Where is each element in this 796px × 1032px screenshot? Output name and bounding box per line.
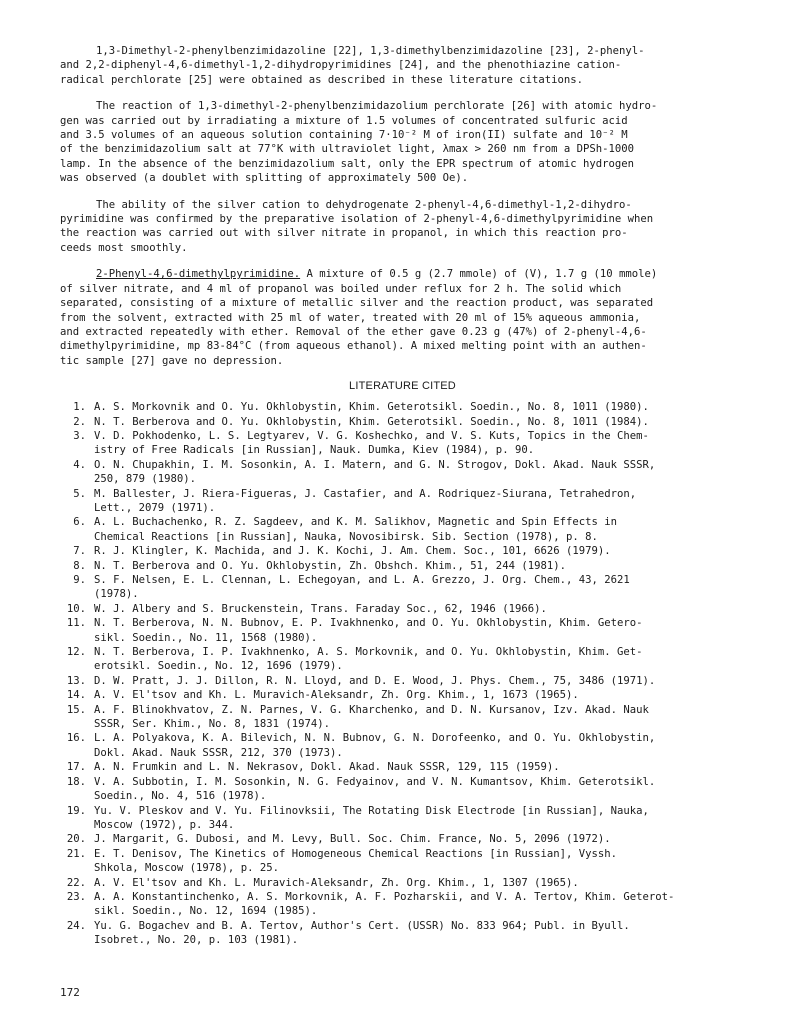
paragraph-4 — [60, 267, 745, 368]
reference-number: 4. — [73, 458, 86, 471]
paragraph-line: lamp. In the absence of the benzimidazolium salt, only the EPR spectrum of atomic hydrogen — [60, 157, 635, 170]
reference-line: R. J. Klingler, K. Machida, and J. K. Kochi, J. Am. Chem. Soc., 101, 6626 (1979). — [94, 545, 611, 558]
reference-line: sikl. Soedin., No. 11, 1568 (1980). — [94, 631, 318, 644]
reference-item — [60, 890, 745, 919]
reference-line: 250, 879 (1980). — [94, 473, 197, 486]
reference-item — [60, 559, 745, 573]
reference-number: 12. — [66, 646, 86, 659]
paragraph-line: dimethylpyrimidine, mp 83-84°C (from aqueous ethanol). A mixed melting point with an authen- — [60, 340, 647, 353]
reference-item — [60, 919, 745, 948]
reference-line: J. Margarit, G. Dubosi, and M. Levy, Bull. Soc. Chim. France, No. 5, 2096 (1972). — [94, 833, 611, 846]
reference-line: Soedin., No. 4, 516 (1978). — [94, 790, 267, 803]
paragraph-1 — [60, 44, 745, 87]
reference-number: 24. — [66, 919, 86, 932]
reference-number: 2. — [73, 415, 86, 428]
reference-list — [60, 400, 745, 947]
reference-line: L. A. Polyakova, K. A. Bilevich, N. N. Bubnov, G. N. Dorofeenko, and O. Yu. Okhlobystin, — [94, 732, 656, 745]
reference-line: O. N. Chupakhin, I. M. Sosonkin, A. I. Matern, and G. N. Strogov, Dokl. Akad. Nauk SSSR, — [94, 458, 656, 471]
reference-line: Lett., 2079 (1971). — [94, 501, 216, 514]
reference-text — [94, 458, 745, 487]
reference-line: Yu. V. Pleskov and V. Yu. Filinovksii, The Rotating Disk Electrode [in Russian], Nauka, — [94, 804, 649, 817]
reference-text — [94, 919, 745, 948]
reference-text — [94, 703, 745, 732]
reference-text — [94, 775, 745, 804]
reference-item — [60, 832, 745, 846]
reference-number: 15. — [66, 703, 86, 716]
reference-line: A. L. Buchachenko, R. Z. Sagdeev, and K. M. Salikhov, Magnetic and Spin Effects in — [94, 516, 617, 529]
reference-line: N. T. Berberova and O. Yu. Okhlobystin, Zh. Obshch. Khim., 51, 244 (1981). — [94, 559, 566, 572]
reference-item — [60, 616, 745, 645]
reference-item — [60, 602, 745, 616]
reference-line: M. Ballester, J. Riera-Figueras, J. Castafier, and A. Rodriquez-Siurana, Tetrahedron, — [94, 487, 637, 500]
paragraph-line: radical perchlorate [25] were obtained as described in these literature citations. — [60, 73, 583, 86]
reference-line: V. D. Pokhodenko, L. S. Legtyarev, V. G. Koshechko, and V. S. Kuts, Topics in the Chem- — [94, 429, 649, 442]
paragraph-line: separated, consisting of a mixture of metallic silver and the reaction product, was separated — [60, 297, 654, 310]
reference-item — [60, 458, 745, 487]
reference-item — [60, 429, 745, 458]
paragraph-line: and extracted repeatedly with ether. Removal of the ether gave 0.23 g (47%) of 2-phenyl-4,6- — [60, 325, 647, 338]
reference-item — [60, 400, 745, 414]
reference-line: A. V. El'tsov and Kh. L. Muravich-Aleksandr, Zh. Org. Khim., 1, 1307 (1965). — [94, 876, 579, 889]
reference-text — [94, 573, 745, 602]
reference-text — [94, 674, 745, 688]
reference-text — [94, 804, 745, 833]
reference-number: 8. — [73, 559, 86, 572]
reference-line: N. T. Berberova and O. Yu. Okhlobystin, Khim. Geterotsikl. Soedin., No. 8, 1011 (1984). — [94, 415, 649, 428]
paragraph-first-line — [60, 267, 745, 281]
paragraph-3 — [60, 198, 745, 256]
reference-number: 3. — [73, 429, 86, 442]
paragraph-line: the reaction was carried out with silver nitrate in propanol, in which this reaction pro- — [60, 227, 628, 240]
reference-number: 10. — [66, 602, 86, 615]
reference-item — [60, 847, 745, 876]
reference-number: 6. — [73, 516, 86, 529]
reference-number: 13. — [66, 674, 86, 687]
reference-text — [94, 544, 745, 558]
reference-item — [60, 804, 745, 833]
paragraph-line: and 2,2-diphenyl-4,6-dimethyl-1,2-dihydropyrimidines [24], and the phenothiazine cation- — [60, 59, 622, 72]
reference-item — [60, 487, 745, 516]
reference-text — [94, 832, 745, 846]
reference-text — [94, 559, 745, 573]
reference-item — [60, 703, 745, 732]
reference-text — [94, 847, 745, 876]
reference-text — [94, 429, 745, 458]
reference-line: Dokl. Akad. Nauk SSSR, 212, 370 (1973). — [94, 746, 343, 759]
reference-number: 19. — [66, 804, 86, 817]
reference-item — [60, 674, 745, 688]
reference-text — [94, 688, 745, 702]
reference-text — [94, 602, 745, 616]
reference-line: Moscow (1972), p. 344. — [94, 818, 235, 831]
reference-text — [94, 645, 745, 674]
reference-line: istry of Free Radicals [in Russian], Nauk. Dumka, Kiev (1984), p. 90. — [94, 444, 535, 457]
reference-line: N. T. Berberova, I. P. Ivakhnenko, A. S. Morkovnik, and O. Yu. Okhlobystin, Khim. Get- — [94, 646, 643, 659]
reference-item — [60, 544, 745, 558]
reference-line: S. F. Nelsen, E. L. Clennan, L. Echegoyan, and L. A. Grezzo, J. Org. Chem., 43, 2621 — [94, 574, 630, 586]
reference-text — [94, 515, 745, 544]
paragraph-line: from the solvent, extracted with 25 ml of water, treated with 20 ml of 15% aqueous ammonia, — [60, 311, 641, 324]
reference-line: E. T. Denisov, The Kinetics of Homogeneous Chemical Reactions [in Russian], Vyssh. — [94, 847, 617, 860]
reference-line: sikl. Soedin., No. 12, 1694 (1985). — [94, 905, 318, 918]
paragraph-line: 1,3-Dimethyl-2-phenylbenzimidazoline [22], 1,3-dimethylbenzimidazoline [23], 2-phenyl- — [96, 45, 645, 57]
reference-number: 5. — [73, 487, 86, 500]
paragraph-line: ceeds most smoothly. — [60, 241, 188, 254]
reference-item — [60, 760, 745, 774]
paragraph-line: The reaction of 1,3-dimethyl-2-phenylbenzimidazolium perchlorate [26] with atomic hydro- — [96, 100, 658, 113]
paragraph-line: The ability of the silver cation to dehydrogenate 2-phenyl-4,6-dimethyl-1,2-dihydro- — [96, 198, 632, 211]
paragraph-line: and 3.5 volumes of an aqueous solution containing 7·10⁻² M of iron(II) sulfate and 10⁻² M — [60, 129, 628, 142]
reference-text — [94, 731, 745, 760]
reference-text — [94, 487, 745, 516]
reference-item — [60, 876, 745, 890]
reference-item — [60, 573, 745, 602]
reference-item — [60, 688, 745, 702]
reference-line: Isobret., No. 20, p. 103 (1981). — [94, 934, 299, 947]
reference-item — [60, 731, 745, 760]
reference-number: 7. — [73, 545, 86, 558]
paper-page — [60, 44, 745, 948]
paragraph-line: of the benzimidazolium salt at 77°K with ultraviolet light, λmax > 260 nm from a DPSh-1000 — [60, 143, 635, 156]
reference-number: 18. — [66, 775, 86, 788]
reference-text — [94, 616, 745, 645]
reference-number: 1. — [73, 401, 86, 414]
reference-line: (1978). — [94, 588, 139, 601]
reference-item — [60, 645, 745, 674]
reference-number: 16. — [66, 732, 86, 745]
reference-number: 14. — [66, 689, 86, 702]
reference-number: 22. — [66, 876, 86, 889]
reference-item — [60, 775, 745, 804]
paragraph-line: of silver nitrate, and 4 ml of propanol was boiled under reflux for 2 h. The solid which — [60, 282, 622, 295]
reference-line: Shkola, Moscow (1978), p. 25. — [94, 862, 279, 875]
reference-line: erotsikl. Soedin., No. 12, 1696 (1979). — [94, 660, 343, 673]
reference-line: A. N. Frumkin and L. N. Nekrasov, Dokl. Akad. Nauk SSSR, 129, 115 (1959). — [94, 761, 560, 774]
reference-number: 11. — [66, 617, 86, 630]
reference-line: A. A. Konstantinchenko, A. S. Morkovnik, A. F. Pozharskii, and V. A. Tertov, Khim. Geterot- — [94, 890, 675, 903]
page-number: 172 — [60, 986, 80, 999]
procedure-heading: 2-Phenyl-4,6-dimethylpyrimidine. — [96, 268, 301, 281]
reference-line: N. T. Berberova, N. N. Bubnov, E. P. Ivakhnenko, and O. Yu. Okhlobystin, Khim. Getero- — [94, 617, 643, 630]
reference-text — [94, 415, 745, 429]
paragraph-line: pyrimidine was confirmed by the preparative isolation of 2-phenyl-4,6-dimethylpyrimidine when — [60, 213, 654, 226]
reference-line: A. F. Blinokhvatov, Z. N. Parnes, V. G. Kharchenko, and D. N. Kursanov, Izv. Akad. Nauk — [94, 703, 649, 716]
reference-line: V. A. Subbotin, I. M. Sosonkin, N. G. Fedyainov, and V. N. Kumantsov, Khim. Geterotsikl. — [94, 775, 656, 788]
reference-line: Chemical Reactions [in Russian], Nauka, Novosibirsk. Sib. Section (1978), p. 8. — [94, 530, 598, 543]
reference-line: SSSR, Ser. Khim., No. 8, 1831 (1974). — [94, 718, 330, 731]
reference-line: Yu. G. Bogachev and B. A. Tertov, Author's Cert. (USSR) No. 833 964; Publ. in Byull. — [94, 919, 630, 932]
reference-number: 17. — [66, 761, 86, 774]
literature-cited-title: LITERATURE CITED — [349, 380, 456, 393]
reference-text — [94, 760, 745, 774]
reference-text — [94, 400, 745, 414]
reference-line: A. V. El'tsov and Kh. L. Muravich-Aleksandr, Zh. Org. Khim., 1, 1673 (1965). — [94, 689, 579, 702]
paragraph-line: was observed (a doublet with splitting of approximately 500 Oe). — [60, 172, 469, 185]
reference-text — [94, 890, 745, 919]
reference-line: D. W. Pratt, J. J. Dillon, R. N. Lloyd, and D. E. Wood, J. Phys. Chem., 75, 3486 (1971). — [94, 674, 656, 687]
paragraph-2 — [60, 99, 745, 185]
paragraph-line: A mixture of 0.5 g (2.7 mmole) of (V), 1.7 g (10 mmole) — [300, 268, 658, 281]
reference-line: A. S. Morkovnik and O. Yu. Okhlobystin, Khim. Geterotsikl. Soedin., No. 8, 1011 (1980). — [94, 401, 649, 414]
reference-number: 23. — [66, 890, 86, 903]
reference-number: 20. — [66, 833, 86, 846]
reference-item — [60, 415, 745, 429]
reference-number: 21. — [66, 847, 86, 860]
reference-text — [94, 876, 745, 890]
reference-line: W. J. Albery and S. Bruckenstein, Trans. Faraday Soc., 62, 1946 (1966). — [94, 602, 547, 615]
reference-number: 9. — [73, 574, 86, 586]
paragraph-line: tic sample [27] gave no depression. — [60, 354, 284, 367]
paragraph-line: gen was carried out by irradiating a mixture of 1.5 volumes of concentrated sulfuric acid — [60, 114, 628, 127]
reference-item — [60, 515, 745, 544]
